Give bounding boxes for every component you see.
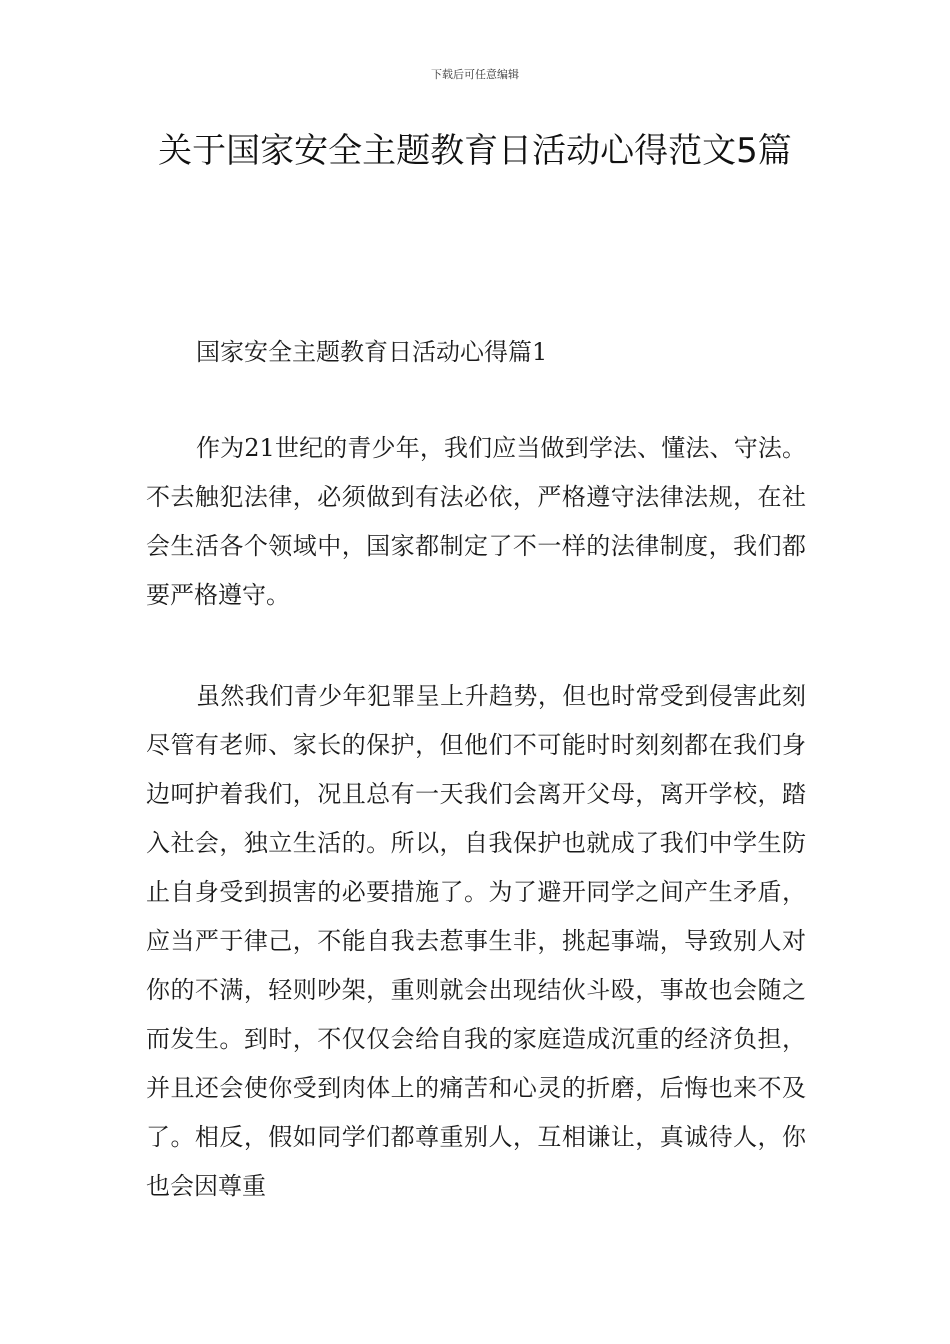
paragraph-1: 作为21世纪的青少年，我们应当做到学法、懂法、守法。不去触犯法律，必须做到有法必依，严格遵守法律法规，在社会生活各个领域中，国家都制定了不一样的法律制度，我们都要严格遵守。	[146, 434, 806, 609]
header-note: 下载后可任意编辑	[431, 68, 519, 81]
paragraph-2: 虽然我们青少年犯罪呈上升趋势，但也时常受到侵害此刻尽管有老师、家长的保护，但他们不可能时时刻刻都在我们身边呵护着我们，况且总有一天我们会离开父母，离开学校，踏入社会，独立生活的。所以，自我保护也就成了我们中学生防止自身受到损害的必要措施了。为了避开同学之间产生矛盾，应当严于律己，不能自我去惹事生非，挑起事端，导致别人对你的不满，轻则吵架，重则就会出现结伙斗殴，事故也会随之而发生。到时，不仅仅会给自我的家庭造成沉重的经济负担，并且还会使你受到肉体上的痛苦和心灵的折磨，后悔也来不及了。相反，假如同学们都尊重别人，互相谦让，真诚待人，你也会因尊重	[146, 682, 806, 1200]
document-title: 关于国家安全主题教育日活动心得范文5篇	[158, 131, 792, 171]
section-heading: 国家安全主题教育日活动心得篇1	[196, 338, 548, 366]
